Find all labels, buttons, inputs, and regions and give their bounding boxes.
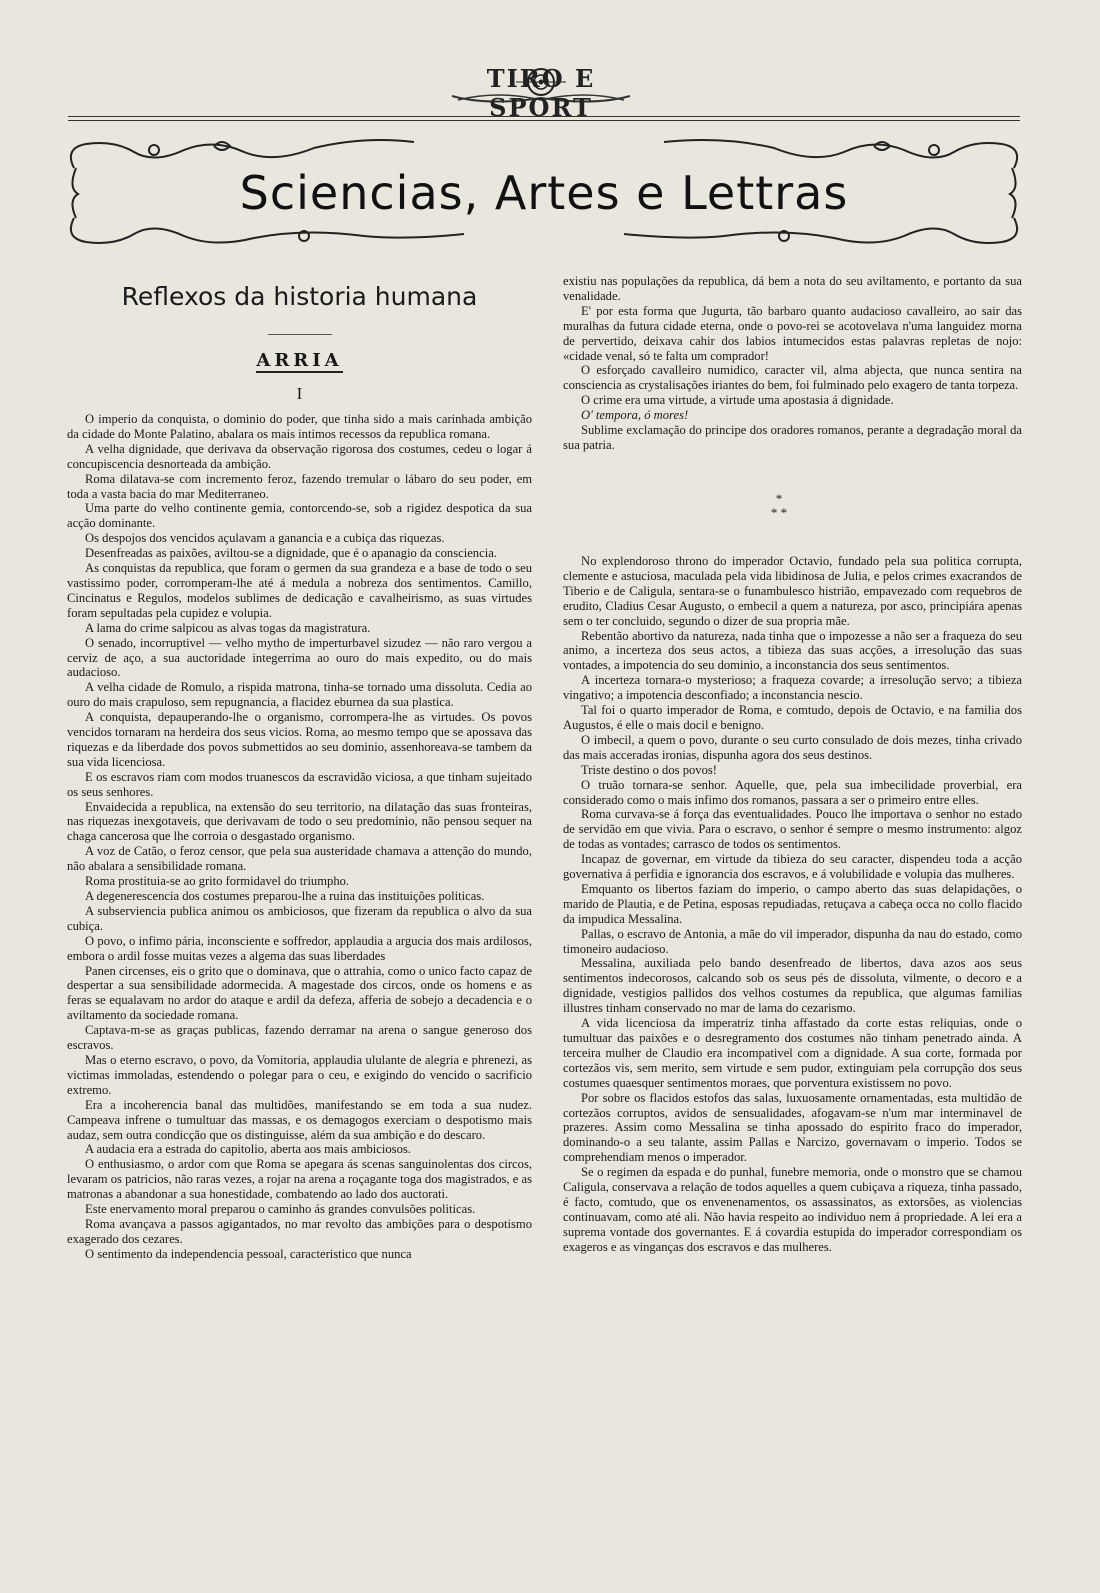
- left-column: [67, 412, 532, 1262]
- header-rule-top: [68, 116, 1020, 117]
- paragraph: Mas o eterno escravo, o povo, da Vomitoria, applaudia ululante de alegria e phrenezi, as victimas immoladas, estendendo o polegar para o ceu, e exigindo do vencido o sacrificio extremo.: [67, 1052, 532, 1097]
- paragraph: Emquanto os libertos faziam do imperio, o campo aberto das suas delapidações, o marido de Plautia, e de Petina, esposas repudiadas, retuçava a cabeça occa no collo flacido da impudica Messalina.: [563, 881, 1022, 926]
- paragraph: Este enervamento moral preparou o caminho ás grandes convulsões politicas.: [85, 1202, 476, 1217]
- paragraph: A lama do crime salpicou as alvas togas da magistratura.: [85, 620, 371, 635]
- part-number: I: [296, 384, 303, 403]
- paragraph: Roma dilatava-se com incremento feroz, fazendo tremular o lábaro do seu poder, em toda a vasta bacia do mar Mediterraneo.: [67, 471, 532, 501]
- paragraph: E' por esta forma que Jugurta, tão barbaro quanto audacioso cavalleiro, ao sair das muralhas da futura cidade eterna, onde o povo-rei se acotovelava n'uma languidez morna de pervertido, deixava cahir dos labios intumecidos estas palavras repletas de nojo: «cidade venal, só te falta um comprador!: [563, 303, 1022, 363]
- paragraph: E os escravos riam com modos truanescos da escravidão viciosa, a que tinham sujeitado os seus senhores.: [67, 769, 532, 799]
- title-divider: [268, 334, 332, 335]
- paragraph: Sublime exclamação do principe dos oradores romanos, perante a degradação moral da sua patria.: [563, 423, 1022, 452]
- article-subtitle: [67, 350, 532, 371]
- paragraph: Envaidecida a republica, na extensão do seu territorio, na dilatação das suas fronteiras, nas riquezas inexgotaveis, que derivavam de todo o seu predominio, não pensou sequer na chaga cancerosa que lhe corroia o desgastado organismo.: [67, 799, 532, 844]
- article-title: Reflexos da historia humana: [121, 282, 478, 311]
- paragraph: Por sobre os flacidos estofos das salas, luxuosamente ornamentadas, esta multidão de cortezãos corruptos, avidos de sensualidades, afogavam-se n'um mar interminavel de prazeres. Assim como Messalina se tinha apossado do espirito fraco do imperador, dominando-o a seu talante, assim Pallas e Narcizo, governavam o imperio. Todos se comprehendiam menos o imperador.: [563, 1090, 1022, 1165]
- paragraph: A voz de Catão, o feroz censor, que pela sua austeridade chamava a attenção do mundo, não abalara a sensibilidade romana.: [67, 844, 532, 874]
- paragraph: A vida licenciosa da imperatriz tinha affastado da corte estas reliquias, onde o tumultuar das paixões e o desregramento dos costumes não tinham penetrado ainda. A terceira mulher de Claudio era incompativel com a dignidade. A sua corte, formada por cortezãos vis, sem merito, sem virtude e sem pudor, extinguiam pela corrupção dos seus costumes quaesquer sentimentos moraes, que porventura existissem no povo.: [563, 1016, 1022, 1090]
- paragraph: O sentimento da independencia pessoal, caracteristico que nunca: [85, 1246, 412, 1261]
- paragraph: Tal foi o quarto imperador de Roma, e comtudo, depois de Octavio, e na familia dos Augustos, é elle o mais docil e benigno.: [563, 703, 1022, 732]
- paragraph: O truão tornara-se senhor. Aquelle, que, pela sua imbecilidade proverbial, era considerado como o mais infimo dos romanos, passara a ser o primeiro entre elles.: [563, 777, 1022, 807]
- logo-text: TIRO E SPORT: [486, 64, 596, 122]
- right-column-top: [563, 274, 1022, 453]
- paragraph: Rebentão abortivo da natureza, nada tinha que o impozesse a não ser a fraqueza do seu animo, a incerteza dos seus actos, a tibieza das suas acções, a irresolução das suas vontades, a impotencia do seu dominio, a inconstancia dos seus sentimentos.: [563, 628, 1022, 673]
- paragraph: Uma parte do velho continente gemia, contorcendo-se, sob a rigidez despotica da sua acção dominante.: [67, 501, 532, 531]
- paragraph: Captava-m-se as graças publicas, fazendo derramar na arena o sangue generoso dos escravos.: [67, 1023, 532, 1053]
- paragraph: Incapaz de governar, em virtude da tibieza do seu caracter, dispendeu toda a acção governativa á perfidia e ignorancia dos escravos, e á volubilidade e volupia das mulheres.: [563, 852, 1022, 882]
- paragraph: A subserviencia publica animou os ambiciosos, que fizeram da republica o alvo da sua cubiça.: [67, 903, 532, 933]
- paragraph: existiu nas populações da republica, dá bem a nota do seu aviltamento, e portanto da sua venalidade.: [563, 274, 1022, 303]
- section-break-asterism: * * *: [770, 491, 788, 520]
- paragraph: O imbecil, a quem o povo, durante o seu curto consulado de dois mezes, tinha crivado das mais acceradas ironias, dispunha agora dos seus destinos.: [563, 732, 1022, 762]
- paragraph: As conquistas da republica, que foram o germen da sua grandeza e a base de todo o seu vastissimo poder, corromperam-lhe até á medula a nobreza dos sentimentos. Camillo, Cincinatus e Regulos, modelos sublimes de dedicação e cavalheirismo, as suas virtudes foram sepultadas pela cupidez e volupia.: [67, 561, 532, 620]
- paragraph: O senado, incorruptivel — velho mytho de imperturbavel sizudez — não raro vergou a cerviz de aço, a sua auctoridade integerrima ao ouro do mais expedito, ou do mais audacioso.: [67, 635, 532, 680]
- paragraph: O crime era uma virtude, a virtude uma apostasia á dignidade.: [581, 393, 894, 408]
- paragraph: O esforçado cavalleiro numidico, caracter vil, alma abjecta, que nunca sentira na consciencia as crystalisações iriantes do bem, foi fulminado pelo exagero de tanta torpeza.: [563, 363, 1022, 393]
- paragraph: Pallas, o escravo de Antonia, a mãe do vil imperador, dispunha da nau do estado, como timoneiro audacioso.: [563, 926, 1022, 956]
- paragraph: A conquista, depauperando-lhe o organismo, corrompera-lhe as virtudes. Os povos vencidos tornaram na herdeira dos seus vicios. Roma, ao mesmo tempo que se apossava das riquezas e da liberdade dos povos submettidos ao seu dominio, assenhoreava-se tambem da sua vida licenciosa.: [67, 710, 532, 769]
- paragraph: No explendoroso throno do imperador Octavio, fundado pela sua politica corrupta, clemente e astuciosa, maculada pela vida libidinosa de Julia, e pelos crimes exacrandos de Tiberio e de Caligula, sentara-se o funambulesco histrião, empavezado com requebros de erudito, Cladius Cesar Augusto, o embecil a quem a natureza, por asco, principiára apenas sem o ter concluido, segundo o dizer de sua propria mãe.: [563, 554, 1022, 628]
- paragraph: Era a incoherencia banal das multidões, manifestando se em toda a sua nudez. Campeava infrene o tumultuar das massas, e os demagogos exerciam o despotismo mais audaz, sem outra condicção que os distinguisse, além da sua ambição e do descaro.: [67, 1097, 532, 1142]
- subtitle-text: ARRIA: [256, 350, 343, 371]
- header-rule-bottom: [68, 120, 1020, 121]
- paragraph: O povo, o infimo pária, inconsciente e soffredor, applaudia a argucia dos mais ardilosos, embora o ardil fosse muitas vezes a algema das suas liberdades: [67, 933, 532, 963]
- paragraph: A audacia era a estrada do capitolio, aberta aos mais ambiciosos.: [85, 1142, 411, 1157]
- paragraph: Se o regimen da espada e do punhal, funebre memoria, onde o monstro que se chamou Caligula, conservava a relação de todos aquelles a quem cubiçava a riqueza, tinha passado, é facto, comtudo, que os envenenamentos, os assassinatos, as extorsões, as violencias continuavam, como até ali. Não havia respeito ao individuo nem á propriedade. A lei era a suprema vontade dos governantes. E á covardia estupida do imperador correspondiam os exageros e as vinganças dos escravos e das mulheres.: [563, 1165, 1022, 1254]
- paragraph: Roma curvava-se á força das eventualidades. Pouco lhe importava o senhor no estado de servidão em que vivia. Para o escravo, o senhor é sempre o mesmo instrumento: algoz de todas as vontades; carrasco de todos os sentimentos.: [563, 807, 1022, 852]
- paragraph: O enthusiasmo, o ardor com que Roma se apegara ás scenas sanguinolentas dos circos, levaram os patricios, não raras vezes, a rojar na arena a roçagante toga dos magistrados, e as matronas a abandonar a sua honestidade, combatendo ao lado dos auctorati.: [67, 1157, 532, 1202]
- paragraph: Triste destino o dos povos!: [581, 762, 717, 777]
- paragraph: Os despojos dos vencidos açulavam a ganancia e a cubiça das riquezas.: [85, 531, 445, 546]
- paragraph: Desenfreadas as paixões, aviltou-se a dignidade, que é o apanagio da consciencia.: [85, 546, 497, 561]
- paragraph: Roma avançava a passos agigantados, no mar revolto das ambições para o despotismo exagerado dos cezares.: [67, 1216, 532, 1246]
- section-banner: [64, 128, 1024, 258]
- paragraph: A degenerescencia dos costumes preparou-lhe a ruina das instituições politicas.: [85, 889, 485, 903]
- masthead-logo: [448, 62, 634, 122]
- paragraph: O' tempora, ó mores!: [581, 408, 689, 423]
- paragraph: O imperio da conquista, o dominio do poder, que tinha sido a mais carinhada ambição da cidade do Monte Palatino, abalara os mais intimos recessos da republica romana.: [67, 412, 532, 441]
- section-title: Sciencias, Artes e Lettras: [239, 166, 849, 220]
- paragraph: A velha dignidade, que derivava da observação rigorosa dos costumes, cedeu o logar á concupiscencia desnorteada da ambição.: [67, 441, 532, 471]
- paragraph: Panen circenses, eis o grito que o dominava, que o attrahia, como o unico facto capaz de despertar a sua sensibilidade adormecida. A magestade dos circos, onde os homens e as feras se equalavam no ardor do ataque e ardil da defeza, afferia de sobejo a decadencia e o aviltamento da sociedade romana.: [67, 963, 532, 1023]
- paragraph: A velha cidade de Romulo, a rispida matrona, tinha-se tornado uma dissoluta. Cedia ao ouro do mais crapuloso, sem repugnancia, a flacidez eburnea da sua plastica.: [67, 680, 532, 710]
- right-column-bottom: [563, 554, 1022, 1255]
- paragraph: Messalina, auxiliada pelo bando desenfreado de libertos, dava azos aos seus sentimentos indecorosos, calcando sob os seus pés de dissoluta, vilmente, o decoro e a dignidade, vestigios pallidos dos velhos costumes da republica, que algumas familias illustres tinham conservado no mar de lama do cezarismo.: [563, 956, 1022, 1016]
- paragraph: A incerteza tornara-o mysterioso; a fraqueza covarde; a irresolução servo; a tibieza vingativo; a impotencia desconfiado; a inconstancia nescio.: [563, 673, 1022, 703]
- paragraph: Roma prostituia-se ao grito formidavel do triumpho.: [85, 874, 350, 889]
